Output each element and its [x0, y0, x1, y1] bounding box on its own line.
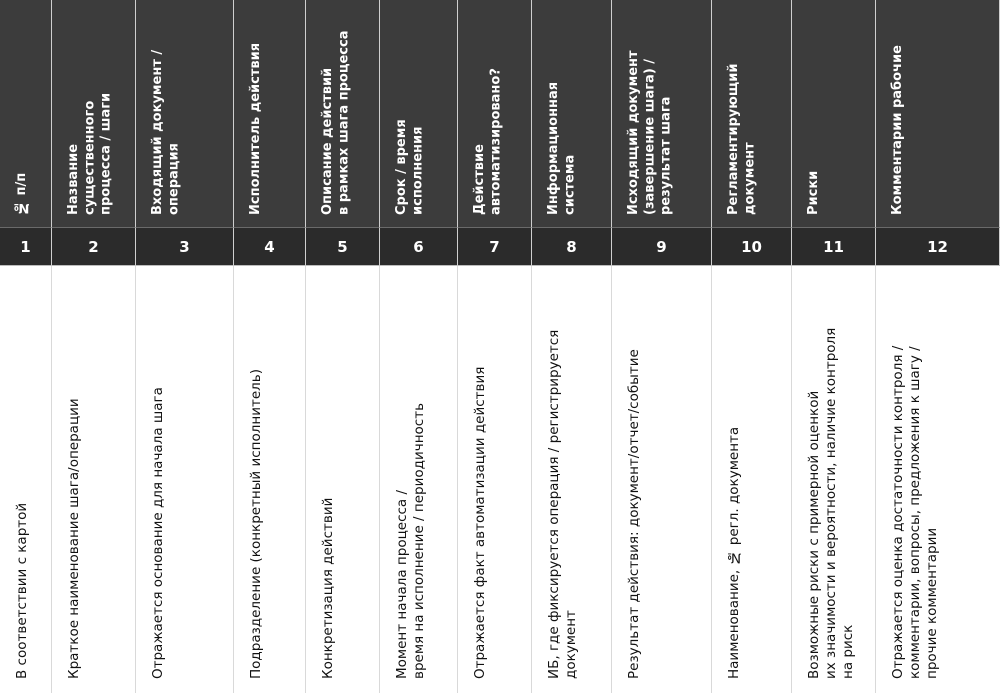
header-label-11: Риски: [806, 170, 821, 215]
header-label-9: Исходящий документ (завершение шага) / результат шага: [626, 50, 674, 215]
body-cell-3: [136, 265, 234, 693]
header-cell-3: [136, 0, 234, 227]
column-number-12: 12: [876, 227, 1000, 265]
column-number-5: 5: [306, 227, 380, 265]
body-cell-4: [234, 265, 306, 693]
body-text-5: Конкретизация действий: [320, 497, 336, 679]
column-number-9: 9: [612, 227, 712, 265]
column-number-4: 4: [234, 227, 306, 265]
body-cell-12: [876, 265, 1000, 693]
body-text-2: Краткое наименование шага/операции: [66, 398, 82, 679]
header-label-4: Исполнитель действия: [248, 42, 263, 215]
header-label-2: Название существенного процесса / шаги: [66, 92, 114, 215]
body-text-11: Возможные риски с примерной оценкой их значимости и вероятности, наличие контроля на риск: [806, 327, 856, 679]
header-cell-4: [234, 0, 306, 227]
header-cell-7: [458, 0, 532, 227]
body-text-12: Отражается оценка достаточности контроля / комментарии, вопросы, предложения к шагу / прочие комментарии: [890, 345, 940, 679]
body-cell-10: [712, 265, 792, 693]
header-cell-5: [306, 0, 380, 227]
header-label-12: Комментарии рабочие: [890, 45, 905, 215]
header-label-10: Регламентирующий документ: [726, 63, 758, 215]
column-number-1: 1: [0, 227, 52, 265]
column-number-2: 2: [52, 227, 136, 265]
body-cell-9: [612, 265, 712, 693]
body-text-3: Отражается основание для начала шага: [150, 387, 166, 679]
body-cell-11: [792, 265, 876, 693]
column-number-10: 10: [712, 227, 792, 265]
header-cell-11: [792, 0, 876, 227]
column-number-6: 6: [380, 227, 458, 265]
header-cell-6: [380, 0, 458, 227]
header-cell-9: [612, 0, 712, 227]
body-text-8: ИБ, где фиксируется операция / регистрируется документ: [546, 329, 579, 679]
body-text-10: Наименование, № регл. документа: [726, 426, 742, 679]
body-cell-6: [380, 265, 458, 693]
column-number-8: 8: [532, 227, 612, 265]
body-cell-1: [0, 265, 52, 693]
header-label-5: Описание действий в рамках шага процесса: [320, 30, 352, 215]
body-cell-8: [532, 265, 612, 693]
body-text-7: Отражается факт автоматизации действия: [472, 366, 488, 679]
body-cell-7: [458, 265, 532, 693]
header-cell-8: [532, 0, 612, 227]
body-text-1: В соответствии с картой: [14, 502, 30, 679]
header-cell-12: [876, 0, 1000, 227]
header-cell-1: [0, 0, 52, 227]
header-cell-2: [52, 0, 136, 227]
body-text-9: Результат действия: документ/отчет/событие: [626, 349, 642, 679]
column-number-7: 7: [458, 227, 532, 265]
body-cell-5: [306, 265, 380, 693]
body-cell-2: [52, 265, 136, 693]
header-label-3: Входящий документ / операция: [150, 49, 182, 215]
header-label-1: № п/п: [14, 172, 29, 215]
body-text-6: Момент начала процесса / время на исполнение / периодичность: [394, 402, 427, 679]
body-text-4: Подразделение (конкретный исполнитель): [248, 368, 264, 679]
column-number-11: 11: [792, 227, 876, 265]
header-label-7: Действие автоматизировано?: [472, 68, 504, 215]
header-label-6: Срок / время исполнения: [394, 119, 426, 215]
header-label-8: Информационная система: [546, 81, 578, 215]
column-number-3: 3: [136, 227, 234, 265]
header-cell-10: [712, 0, 792, 227]
